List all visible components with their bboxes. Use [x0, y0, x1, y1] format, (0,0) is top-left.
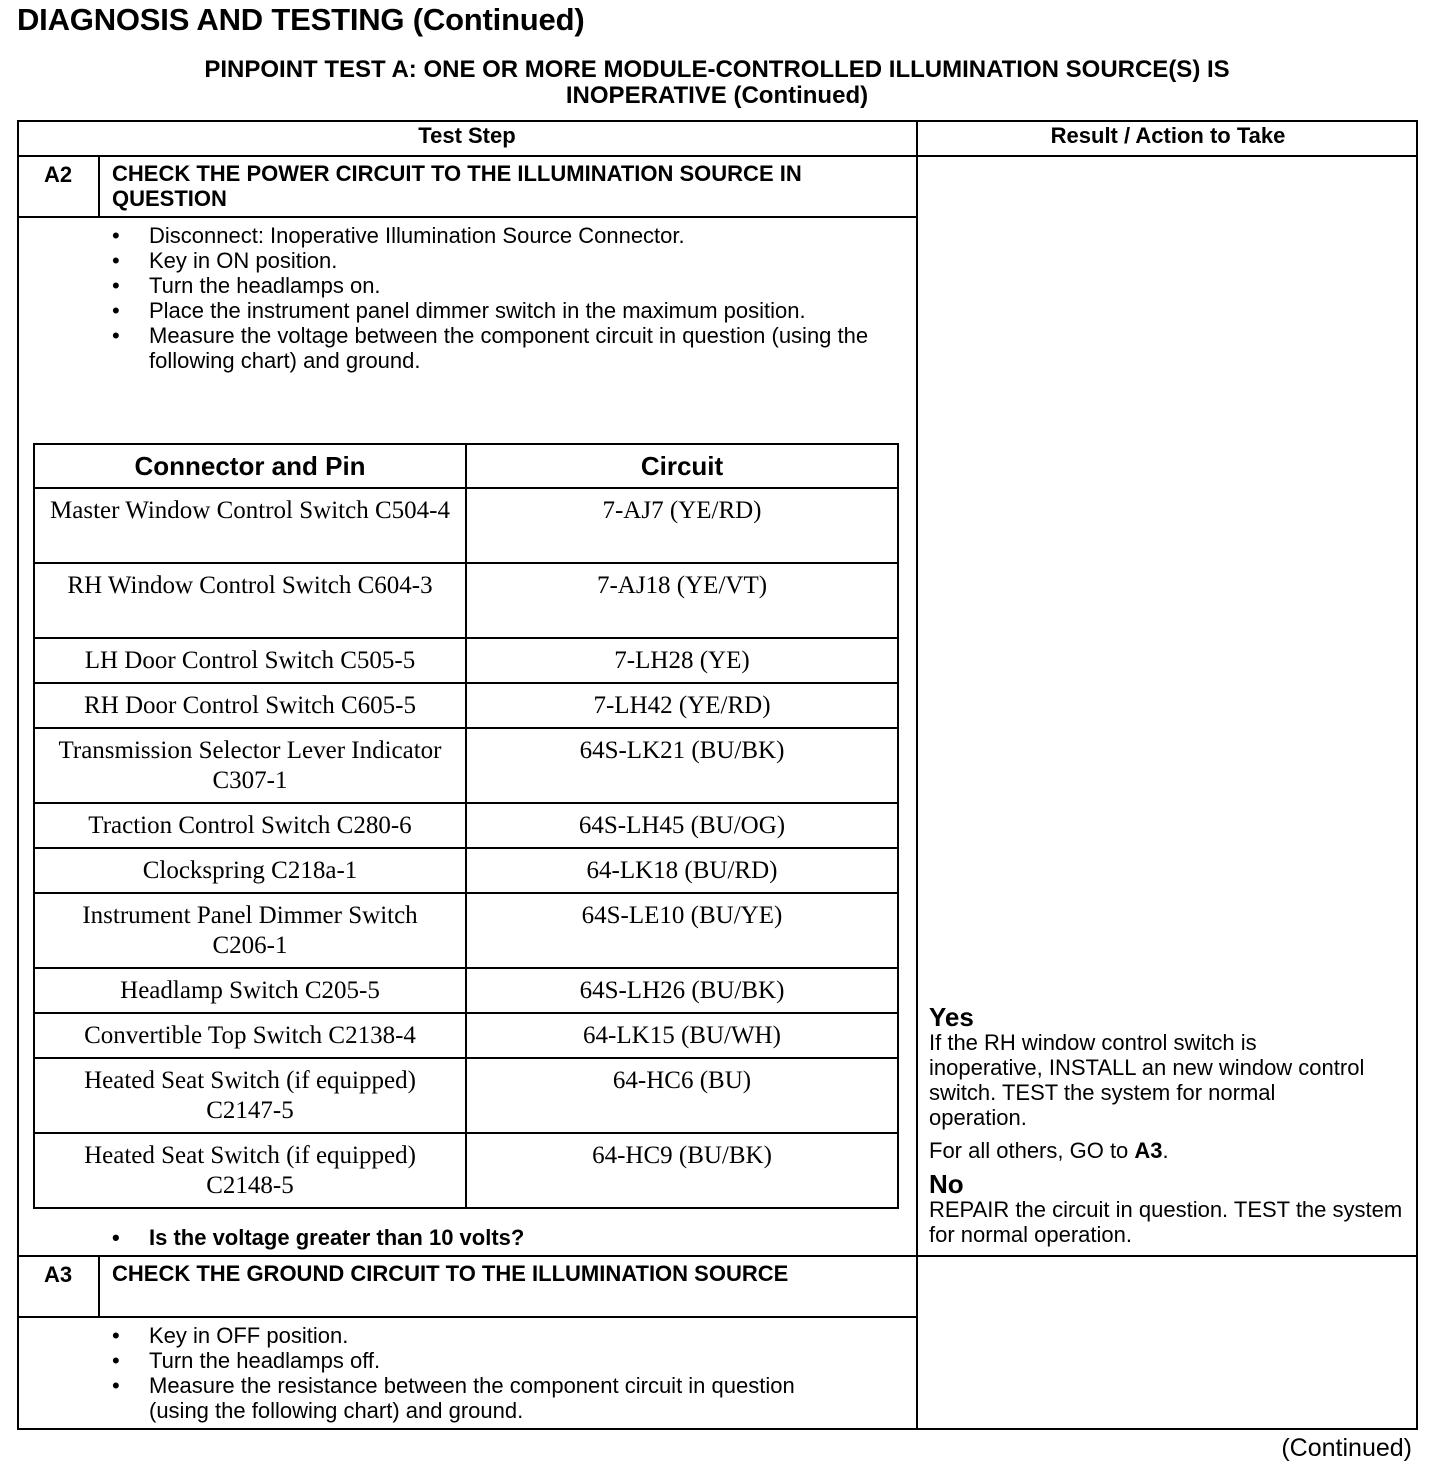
yes-label: Yes [929, 1002, 974, 1032]
others-prefix: For all others, GO to [929, 1138, 1135, 1163]
list-item: • Measure the resistance between the component circuit in question (using the following chart) and ground. [112, 1373, 829, 1423]
list-item: • Disconnect: Inoperative Illumination Source Connector. [112, 223, 892, 248]
table-row [34, 893, 898, 968]
goto-a3-link[interactable]: A3 [1134, 1138, 1163, 1163]
step-a3-title: CHECK THE GROUND CIRCUIT TO THE ILLUMINATION SOURCE [112, 1261, 789, 1286]
connector-cell: RH Window Control Switch C604-3 [34, 563, 466, 638]
list-item: • Turn the headlamps on. [112, 273, 892, 298]
connector-cell: Master Window Control Switch C504-4 [34, 488, 466, 563]
header-result: Result / Action to Take [1050, 123, 1286, 148]
circuit-cell: 64S-LK21 (BU/BK) [466, 728, 898, 803]
column-header-connector: Connector and Pin [34, 444, 466, 488]
step-a2-id: A2 [43, 162, 73, 187]
others-suffix: . [1162, 1138, 1169, 1163]
table-row [34, 1058, 898, 1133]
pinpoint-test-title [17, 57, 1417, 109]
header-test-step: Test Step [418, 123, 516, 148]
circuit-cell: 7-AJ7 (YE/RD) [466, 488, 898, 563]
list-item: • Place the instrument panel dimmer switch in the maximum position. [112, 298, 849, 323]
connector-cell: Traction Control Switch C280-6 [34, 803, 466, 848]
continued-footer: (Continued) [1281, 1434, 1412, 1462]
yes-text: If the RH window control switch is inoperative, INSTALL an new window control switch. TEST the system for normal operation. [929, 1030, 1365, 1130]
step-a3-id-divider [98, 1256, 100, 1317]
step-a2-instructions [112, 223, 892, 373]
connector-cell: RH Door Control Switch C605-5 [34, 683, 466, 728]
page-title: DIAGNOSIS AND TESTING (Continued) [17, 2, 585, 37]
connector-cell: Heated Seat Switch (if equipped) C2148-5 [34, 1133, 466, 1208]
circuit-cell: 64S-LH26 (BU/BK) [466, 968, 898, 1013]
step-a3-instructions [112, 1323, 892, 1423]
step-a2-id-divider [98, 156, 100, 217]
no-label: No [929, 1169, 964, 1199]
table-row [34, 1133, 898, 1208]
table-row [34, 728, 898, 803]
circuit-cell: 64S-LE10 (BU/YE) [466, 893, 898, 968]
table-row [34, 848, 898, 893]
circuit-cell: 64-HC9 (BU/BK) [466, 1133, 898, 1208]
connector-cell: Clockspring C218a-1 [34, 848, 466, 893]
circuit-cell: 64-LK18 (BU/RD) [466, 848, 898, 893]
table-row [34, 803, 898, 848]
circuit-cell: 64-LK15 (BU/WH) [466, 1013, 898, 1058]
connector-cell: Convertible Top Switch C2138-4 [34, 1013, 466, 1058]
table-row [34, 488, 898, 563]
test-title-line-1: PINPOINT TEST A: ONE OR MORE MODULE-CONTROLLED ILLUMINATION SOURCE(S) IS [204, 56, 1230, 83]
circuit-cell: 7-LH42 (YE/RD) [466, 683, 898, 728]
list-item: • Measure the voltage between the component circuit in question (using the following chart) and ground. [112, 323, 889, 373]
list-item: • Key in ON position. [112, 248, 892, 273]
step-a3-id: A3 [43, 1262, 73, 1287]
table-row [34, 1013, 898, 1058]
no-text: REPAIR the circuit in question. TEST the system for normal operation. [929, 1197, 1403, 1247]
list-item: • Turn the headlamps off. [112, 1348, 892, 1373]
circuit-cell: 64-HC6 (BU) [466, 1058, 898, 1133]
step-a2-result [929, 1004, 1409, 1247]
header-divider [17, 155, 1418, 157]
step-a3-title-divider [17, 1316, 918, 1318]
step-divider [17, 1255, 1418, 1257]
column-divider [916, 120, 918, 1430]
others-line [929, 1138, 1409, 1163]
connector-cell: Headlamp Switch C205-5 [34, 968, 466, 1013]
step-a2-title-divider [17, 216, 918, 218]
list-item: • Key in OFF position. [112, 1323, 892, 1348]
column-header-circuit: Circuit [466, 444, 898, 488]
circuit-cell: 64S-LH45 (BU/OG) [466, 803, 898, 848]
connector-cell: Transmission Selector Lever Indicator C307-1 [34, 728, 466, 803]
connector-cell: Heated Seat Switch (if equipped) C2147-5 [34, 1058, 466, 1133]
table-row [34, 638, 898, 683]
step-a2-title: CHECK THE POWER CIRCUIT TO THE ILLUMINATION SOURCE IN QUESTION [112, 161, 802, 211]
circuit-cell: 7-AJ18 (YE/VT) [466, 563, 898, 638]
step-a2-question [112, 1225, 892, 1250]
question-item: • Is the voltage greater than 10 volts? [112, 1225, 892, 1250]
circuit-cell: 7-LH28 (YE) [466, 638, 898, 683]
table-row [34, 683, 898, 728]
table-row [34, 563, 898, 638]
connector-cell: LH Door Control Switch C505-5 [34, 638, 466, 683]
connector-cell: Instrument Panel Dimmer Switch C206-1 [34, 893, 466, 968]
table-row [34, 968, 898, 1013]
connector-circuit-table [33, 443, 899, 1209]
test-title-line-2: INOPERATIVE (Continued) [565, 82, 869, 109]
